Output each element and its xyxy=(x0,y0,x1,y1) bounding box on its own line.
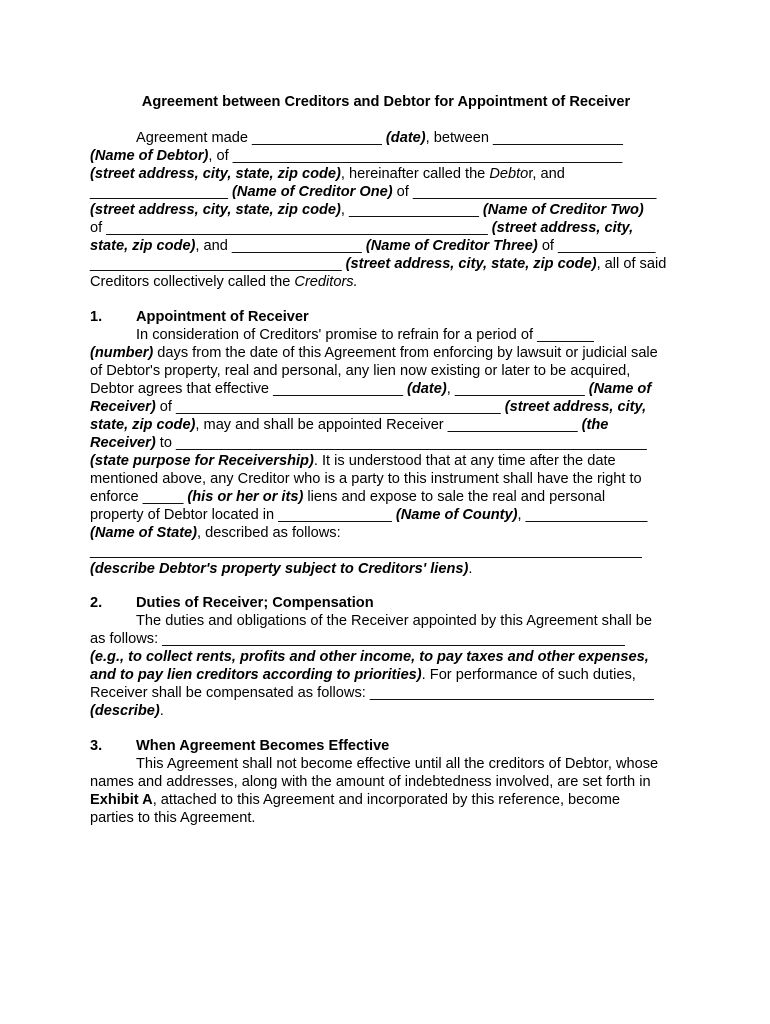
section-text: to __________________________________________________________ xyxy=(155,435,647,451)
intro-text: r, and xyxy=(528,166,565,182)
blank-line: ____________________________________________________________________ xyxy=(90,543,642,559)
section-text: , described as follows: xyxy=(197,525,341,541)
section-text: parties to this Agreement. xyxy=(90,810,256,826)
field-hint: (Name of Debtor) xyxy=(90,148,209,164)
field-hint: (e.g., to collect rents, profits and other income, to pay taxes and other expenses, xyxy=(90,649,649,665)
intro-text: _________________ xyxy=(90,184,233,200)
intro-text: , of ________________________________________________ xyxy=(208,148,623,164)
section-text: of ________________________________________ xyxy=(155,399,505,415)
intro-text: Agreement made ________________ xyxy=(136,130,386,146)
field-hint: (describe) xyxy=(90,703,160,719)
intro-text: , ________________ xyxy=(340,202,483,218)
intro-paragraph xyxy=(90,129,682,291)
defined-term: Creditors. xyxy=(294,274,358,290)
field-hint: (Name of State) xyxy=(90,525,198,541)
section-text: names and addresses, along with the amount of indebtedness involved, are set forth in xyxy=(90,774,651,790)
section-when-effective xyxy=(90,737,682,827)
field-hint: (Name of Creditor Two) xyxy=(482,202,644,218)
field-hint: (street address, city, state, zip code) xyxy=(90,202,341,218)
section-text: . It is understood that at any time after the date xyxy=(313,453,616,469)
section-text: . For performance of such duties, xyxy=(421,667,636,683)
field-hint: (his or her or its) xyxy=(187,489,304,505)
field-hint: (street address, city, state, zip code) xyxy=(90,166,341,182)
section-text: In consideration of Creditors' promise to refrain for a period of _______ xyxy=(136,327,594,343)
field-hint: (Name of Creditor Three) xyxy=(365,238,538,254)
section-heading: When Agreement Becomes Effective xyxy=(136,738,390,754)
field-hint: (date) xyxy=(385,130,426,146)
section-heading: Duties of Receiver; Compensation xyxy=(136,595,374,611)
section-text: days from the date of this Agreement from enforcing by lawsuit or judicial sale xyxy=(153,345,658,361)
section-duties-of-receiver xyxy=(90,594,682,720)
section-text: , may and shall be appointed Receiver ________________ xyxy=(195,417,582,433)
field-hint: Receiver) xyxy=(90,435,156,451)
intro-text: of ______________________________ xyxy=(392,184,657,200)
section-text: , _______________ xyxy=(517,507,648,523)
section-heading: Appointment of Receiver xyxy=(136,309,309,325)
field-hint: (street address, city, xyxy=(491,220,634,236)
section-text: as follows: _________________________________________________________ xyxy=(90,631,625,647)
section-text: , attached to this Agreement and incorporated by this reference, become xyxy=(152,792,620,808)
section-text: , ________________ xyxy=(446,381,589,397)
field-hint: (Name of Creditor One) xyxy=(232,184,393,200)
field-hint: (state purpose for Receivership) xyxy=(90,453,314,469)
section-text: . xyxy=(468,561,473,577)
intro-text: of ____________ xyxy=(537,238,656,254)
section-number: 3. xyxy=(90,738,103,754)
section-text: This Agreement shall not become effective until all the creditors of Debtor, whose xyxy=(136,756,659,772)
section-text: of Debtor's property, real and personal, any lien now existing or later to be acquired, xyxy=(90,363,631,379)
section-number: 1. xyxy=(90,309,103,325)
intro-text: of _______________________________________________ xyxy=(90,220,492,236)
field-hint: (street address, city, state, zip code) xyxy=(345,256,597,272)
section-text: property of Debtor located in ______________ xyxy=(90,507,396,523)
field-hint: (describe Debtor's property subject to Creditors' liens) xyxy=(90,561,469,577)
section-text: enforce _____ xyxy=(90,489,188,505)
section-text: Receiver shall be compensated as follows: ___________________________________ xyxy=(90,685,654,701)
section-text: Debtor agrees that effective ________________ xyxy=(90,381,407,397)
field-hint: (street address, city, xyxy=(504,399,647,415)
intro-text: _______________________________ xyxy=(90,256,346,272)
intro-text: Creditors collectively called the xyxy=(90,274,295,290)
section-text: . xyxy=(159,703,164,719)
exhibit-reference: Exhibit A xyxy=(90,792,153,808)
field-hint: (Name of xyxy=(588,381,652,397)
intro-text: , between ________________ xyxy=(425,130,623,146)
field-hint: (the xyxy=(581,417,609,433)
field-hint: and to pay lien creditors according to priorities) xyxy=(90,667,422,683)
section-text: liens and expose to sale the real and personal xyxy=(303,489,606,505)
intro-text: , and ________________ xyxy=(195,238,366,254)
section-appointment-of-receiver xyxy=(90,308,682,578)
field-hint: (number) xyxy=(90,345,154,361)
defined-term: Debto xyxy=(489,166,529,182)
field-hint: Receiver) xyxy=(90,399,156,415)
intro-text: , hereinafter called the xyxy=(340,166,490,182)
intro-text: , all of said xyxy=(596,256,667,272)
field-hint: (Name of County) xyxy=(395,507,518,523)
document-title: Agreement between Creditors and Debtor for Appointment of Receiver xyxy=(141,94,631,110)
section-number: 2. xyxy=(90,595,103,611)
section-text: The duties and obligations of the Receiver appointed by this Agreement shall be xyxy=(136,613,652,629)
field-hint: state, zip code) xyxy=(90,417,196,433)
field-hint: state, zip code) xyxy=(90,238,196,254)
field-hint: (date) xyxy=(407,381,447,397)
section-text: mentioned above, any Creditor who is a party to this instrument shall have the right to xyxy=(90,471,642,487)
